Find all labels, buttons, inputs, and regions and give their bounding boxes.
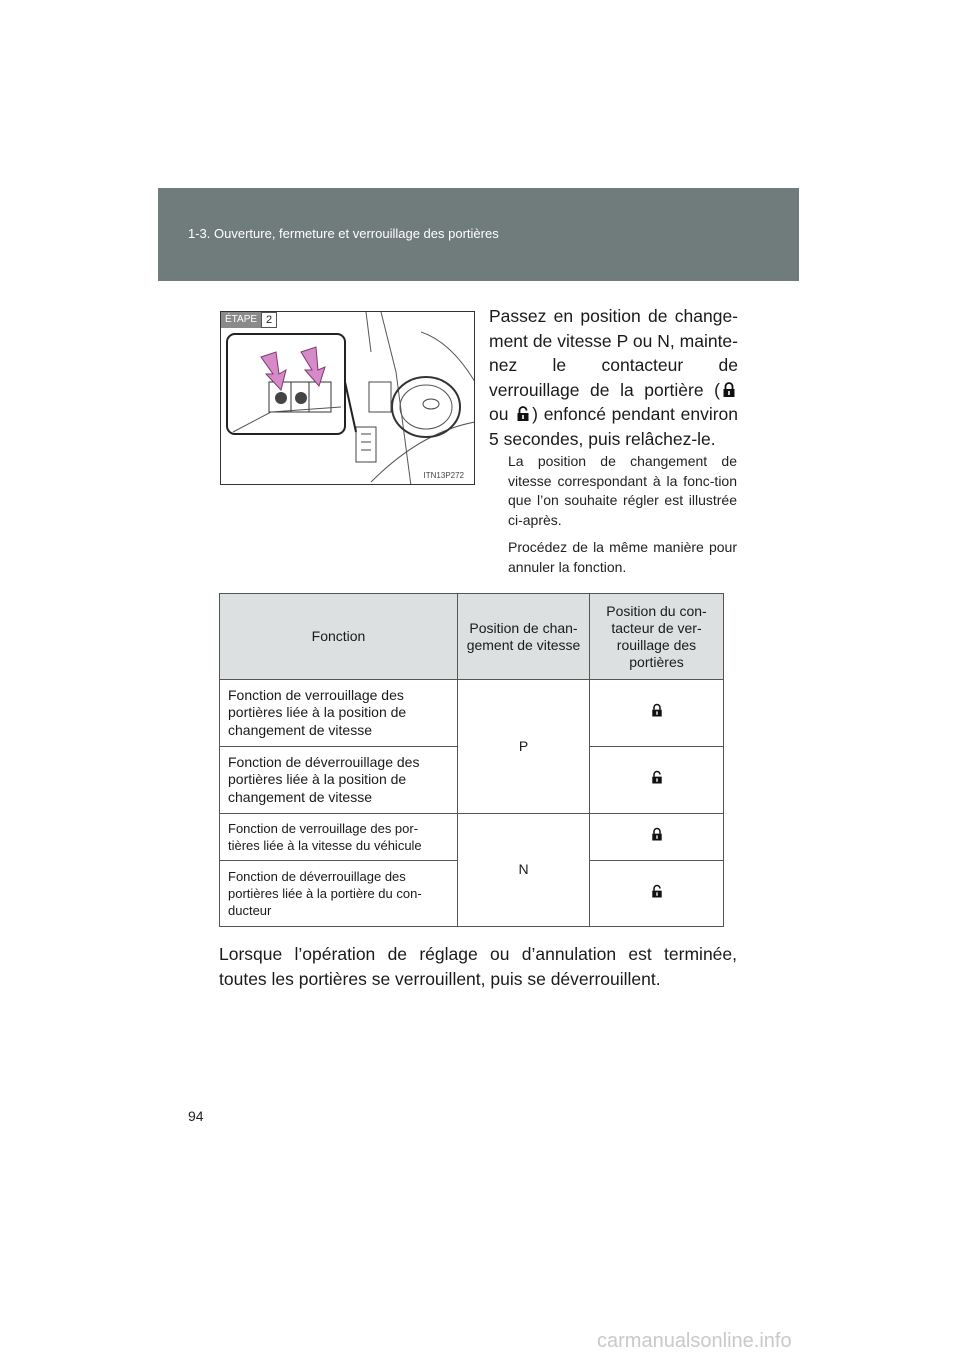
door-lock-switch-illustration xyxy=(220,311,475,485)
switch-cell xyxy=(590,814,724,861)
table-header-row xyxy=(220,594,724,680)
header-function: Fonction xyxy=(220,594,458,680)
note-gear-position: La position de changement de vitesse correspondant à la fonc-tion que l’on souhaite régler est illustrée ci-après. xyxy=(508,453,737,528)
function-cell: Fonction de verrouillage des portières liée à la position de changement de vitesse xyxy=(220,680,458,747)
unlock-icon xyxy=(651,884,663,899)
function-cell: Fonction de déverrouillage des portières liée à la position de changement de vitesse xyxy=(220,747,458,814)
function-table xyxy=(219,593,724,927)
unlock-icon xyxy=(651,770,663,785)
function-cell: Fonction de déverrouillage des portières liée à la portière du con-ducteur xyxy=(220,861,458,927)
gear-cell: P xyxy=(458,680,590,814)
lock-icon xyxy=(651,827,663,842)
step-instruction xyxy=(489,304,738,451)
page-number: 94 xyxy=(188,1108,204,1124)
note-cancel: Procédez de la même manière pour annuler la fonction. xyxy=(508,539,737,575)
watermark: carmanualsonline.info xyxy=(597,1330,792,1352)
dashboard-drawing xyxy=(221,312,475,485)
switch-cell xyxy=(590,861,724,927)
header-gear-position: Position de chan-gement de vitesse xyxy=(458,594,590,680)
gear-cell: N xyxy=(458,814,590,927)
lock-icon xyxy=(722,382,736,398)
step-text-or: ou xyxy=(489,404,509,424)
step-text-after: ) enfoncé pendant environ 5 secondes, puis relâchez-le. xyxy=(489,404,738,449)
switch-cell xyxy=(590,680,724,747)
header-switch-position: Position du con-tacteur de ver-rouillage des portières xyxy=(590,594,724,680)
unlock-icon xyxy=(516,406,530,422)
section-title: 1-3. Ouverture, fermeture et verrouillage des portières xyxy=(188,226,499,241)
step-number: 2 xyxy=(261,312,277,328)
lock-icon xyxy=(651,703,663,718)
step-badge xyxy=(221,312,277,328)
figure-code: ITN13P272 xyxy=(423,471,464,480)
switch-cell xyxy=(590,747,724,814)
step-text-before: Passez en position de change-ment de vitesse P ou N, mainte-nez le contacteur de verrouillage de la portière ( xyxy=(489,306,738,400)
completion-note: Lorsque l’opération de réglage ou d’annulation est terminée, toutes les portières se verrouillent, puis se déverrouillent. xyxy=(219,944,737,989)
step-word: ÉTAPE xyxy=(221,312,261,328)
function-cell: Fonction de verrouillage des por-tières liée à la vitesse du véhicule xyxy=(220,814,458,861)
section-header xyxy=(158,188,799,281)
table-row xyxy=(220,814,724,861)
table-row xyxy=(220,680,724,747)
